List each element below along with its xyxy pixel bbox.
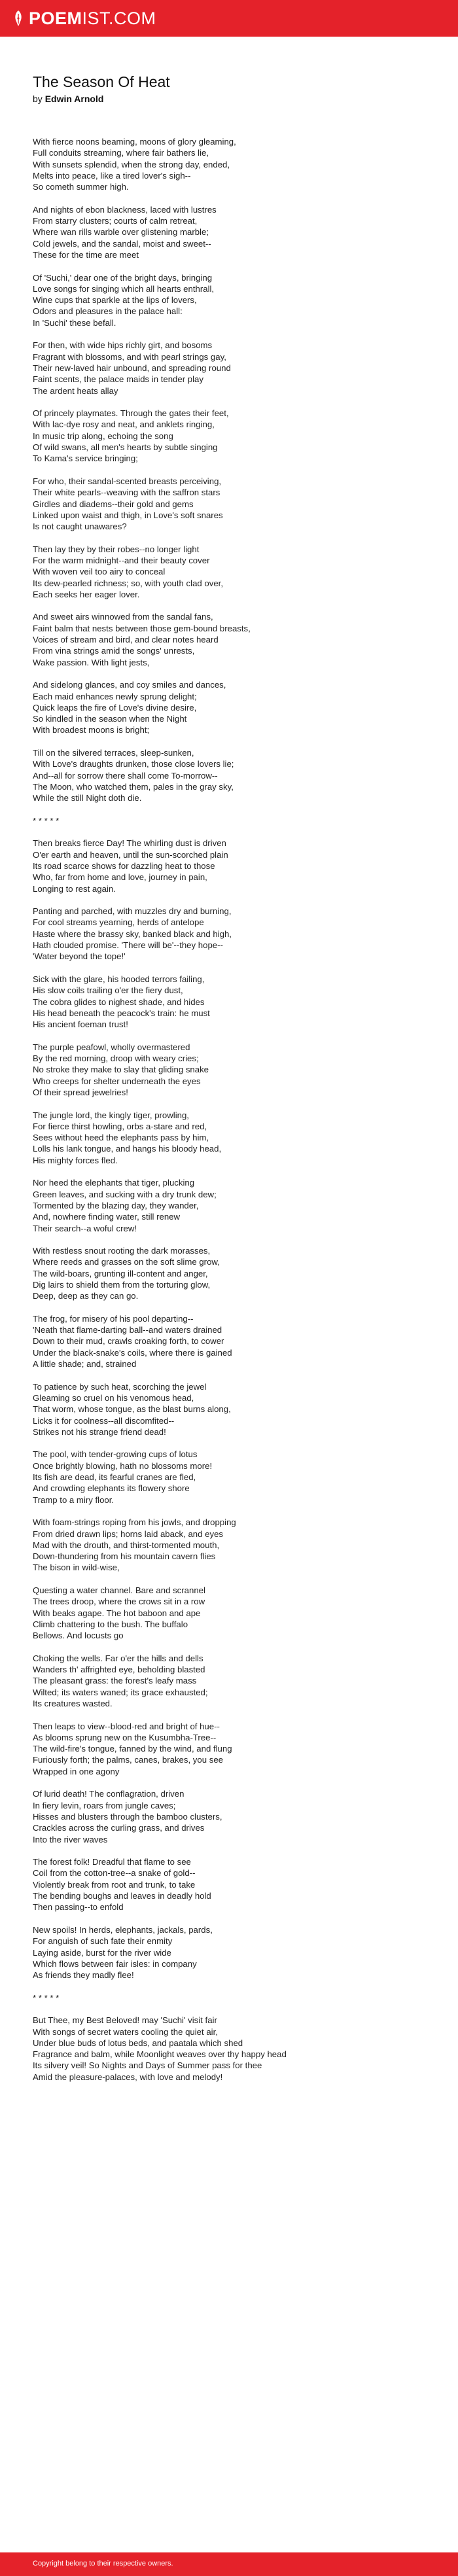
poem-line: Green leaves, and sucking with a dry trunk dew; (33, 1189, 217, 1199)
poem-line: And crowding elephants its flowery shore (33, 1483, 190, 1494)
poem-line: New spoils! In herds, elephants, jackals, pards, (33, 1924, 213, 1935)
poem-line: Linked upon waist and thigh, in Love's soft snares (33, 510, 223, 520)
poem-line: Panting and parched, with muzzles dry and burning, (33, 906, 232, 917)
poem-line: While the still Night doth die. (33, 793, 142, 803)
poem-line: Till on the silvered terraces, sleep-sunken, (33, 748, 194, 758)
copyright-text: Copyright belong to their respective owners. (33, 2560, 173, 2567)
poem-line: To Kama's service bringing; (33, 453, 138, 464)
poem-line: So cometh summer high. (33, 182, 129, 192)
poem-line: A little shade; and, strained (33, 1359, 137, 1369)
poem-line: Then passing--to enfold (33, 1902, 124, 1913)
poem-stanza (33, 1381, 425, 1438)
poem-line: Nor heed the elephants that tiger, plucking (33, 1178, 195, 1188)
poem-stanza (33, 747, 425, 803)
poem-line: Strikes not his strange friend dead! (33, 1426, 166, 1437)
logo-bold-text: POEM (29, 9, 82, 28)
poem-line: These for the time are meet (33, 249, 139, 260)
poem-line: Who, far from home and love, journey in pain, (33, 872, 207, 883)
poem-line: With lac-dye rosy and neat, and anklets ringing, (33, 419, 215, 430)
poem-line: The Moon, who watched them, pales in the gray sky, (33, 781, 234, 792)
poem-stanza (33, 679, 425, 735)
poem-line: Their white pearls--weaving with the saffron stars (33, 487, 220, 498)
poem-line: Longing to rest again. (33, 883, 116, 894)
poem-stanza (33, 838, 425, 894)
poem-stanza (33, 815, 425, 826)
footer-bar (0, 2552, 458, 2576)
poem-line: Of lurid death! The conflagration, driven (33, 1789, 185, 1799)
poem-line: For fierce thirst howling, orbs a-stare and red, (33, 1121, 207, 1131)
poem-line: Which flows between fair isles: in company (33, 1958, 197, 1969)
by-label: by (33, 94, 43, 104)
poem-line: Lolls his lank tongue, and hangs his bloody head, (33, 1144, 222, 1154)
poem-line: With broadest moons is bright; (33, 725, 150, 735)
poem-line: For cool streams yearning, herds of antelope (33, 917, 204, 928)
poem-line: And nights of ebon blackness, laced with lustres (33, 204, 217, 215)
poem-line: Into the river waves (33, 1834, 108, 1844)
poem-line: For the warm midnight--and their beauty cover (33, 555, 210, 565)
poem-line: His head beneath the peacock's train: he must (33, 1008, 210, 1018)
poem-line: Gleaming so cruel on his venomous head, (33, 1392, 194, 1403)
poem-line: Dig lairs to shield them from the torturing glow, (33, 1279, 211, 1290)
poem-line: Quick leaps the fire of Love's divine desire, (33, 702, 197, 713)
poem-line: Sees without heed the elephants pass by him, (33, 1133, 209, 1143)
poem-stanza (33, 906, 425, 962)
poem-line: To patience by such heat, scorching the jewel (33, 1381, 207, 1392)
poem-line: Crackles across the curling grass, and drives (33, 1823, 205, 1833)
poem-line: Bellows. And locusts go (33, 1631, 124, 1641)
poem-line: 'Water beyond the tope!' (33, 951, 126, 962)
poem-stanza (33, 340, 425, 396)
poem-stanza (33, 1653, 425, 1709)
poem-line: Melts into peace, like a tired lover's sigh-- (33, 170, 191, 181)
poem-line: The frog, for misery of his pool departing-- (33, 1313, 194, 1324)
poem-stanza (33, 1245, 425, 1301)
poem-line: Down-thundering from his mountain cavern flies (33, 1551, 216, 1562)
poem-stanza (33, 272, 425, 328)
poem-line: Their new-laved hair unbound, and spreading round (33, 362, 231, 373)
poem-line: Wake passion. With light jests, (33, 657, 150, 667)
poem-line: His slow coils trailing o'er the fiery dust, (33, 985, 183, 996)
poem-stanza (33, 408, 425, 464)
poem-line: * * * * * (33, 815, 60, 826)
poem-line: Violently break from root and trunk, to take (33, 1879, 196, 1890)
poem-stanza (33, 544, 425, 600)
logo-light-text: IST.COM (82, 9, 156, 28)
poem-stanza (33, 476, 425, 532)
poem-line: That worm, whose tongue, as the blast burns along, (33, 1404, 231, 1415)
poem-line: Tormented by the blazing day, they wander, (33, 1200, 199, 1210)
poem-line: Faint scents, the palace maids in tender play (33, 374, 203, 385)
poem-line: Amid the pleasure-palaces, with love and melody! (33, 2072, 223, 2082)
poem-line: Deep, deep as they can go. (33, 1291, 139, 1301)
poem-line: And, nowhere finding water, still renew (33, 1212, 181, 1222)
poem-line: With foam-strings roping from his jowls, and dropping (33, 1517, 236, 1528)
poem-line: As friends they madly flee! (33, 1970, 134, 1981)
poem-stanza (33, 1788, 425, 1844)
poem-line: The pool, with tender-growing cups of lotus (33, 1449, 198, 1460)
poem-line: From dried drawn lips; horns laid aback, and eyes (33, 1528, 224, 1539)
poem-line: Love songs for singing which all hearts enthrall, (33, 283, 215, 294)
poem-line: Hath clouded promise. 'There will be'--they hope-- (33, 940, 223, 951)
poem-line: Wine cups that sparkle at the lips of lovers, (33, 295, 197, 306)
poem-line: His ancient foeman trust! (33, 1019, 128, 1030)
poem-stanza (33, 1517, 425, 1573)
poem-line: Faint balm that nests between those gem-bound breasts, (33, 623, 251, 633)
poem-stanza (33, 1110, 425, 1166)
poem-line: With restless snout rooting the dark morasses, (33, 1246, 211, 1256)
poem-line: Wrapped in one agony (33, 1766, 120, 1776)
poem-byline (33, 92, 425, 105)
poem-line: With sunsets splendid, when the strong day, ended, (33, 159, 230, 169)
poem-line: 'Neath that flame-darting ball--and waters drained (33, 1325, 222, 1335)
poem-line: And--all for sorrow there shall come To-morrow-- (33, 770, 218, 781)
poem-line: Voices of stream and bird, and clear notes heard (33, 635, 219, 645)
poem-line: For then, with wide hips richly girt, and bosoms (33, 340, 213, 351)
poem-line: Its road scarce shows for dazzling heat to those (33, 861, 215, 871)
poem-line: Choking the wells. Far o'er the hills and dells (33, 1653, 203, 1663)
poem-line: Fragrant with blossoms, and with pearl strings gay, (33, 351, 226, 362)
poem-stanza (33, 1449, 425, 1505)
poem-line: And sidelong glances, and coy smiles and dances, (33, 680, 226, 690)
poem-stanza (33, 1924, 425, 1981)
poem-line: From starry clusters; courts of calm retreat, (33, 216, 198, 226)
author-link[interactable]: Edwin Arnold (44, 94, 104, 104)
poem-line: His mighty forces fled. (33, 1155, 118, 1165)
poem-line: O'er earth and heaven, until the sun-scorched plain (33, 849, 228, 860)
poem-line: In 'Suchi' these befall. (33, 317, 116, 328)
poem-line: Of princely playmates. Through the gates their feet, (33, 408, 229, 419)
poem-line: Girdles and diadems--their gold and gems (33, 499, 194, 509)
site-logo[interactable] (13, 0, 156, 37)
poem-line: Its fish are dead, its fearful cranes are fled, (33, 1472, 196, 1483)
feather-pen-icon (13, 10, 24, 27)
poem-line: Under blue buds of lotus beds, and paatala which shed (33, 2038, 243, 2048)
poem-line: Then breaks fierce Day! The whirling dust is driven (33, 838, 226, 849)
poem-line: Where reeds and grasses on the soft slime grow, (33, 1257, 220, 1267)
poem-line: Cold jewels, and the sandal, moist and sweet-- (33, 238, 211, 249)
poem-line: The cobra glides to nighest shade, and hides (33, 997, 205, 1007)
poem-stanza (33, 611, 425, 667)
poem-line: Wanders th' affrighted eye, beholding blasted (33, 1665, 205, 1675)
poem-line: Where wan rills warble over glistening marble; (33, 227, 209, 238)
poem-line: By the red morning, droop with weary cries; (33, 1053, 199, 1064)
poem-line: Licks it for coolness--all discomfited-- (33, 1415, 175, 1426)
poem-line: With woven veil too airy to conceal (33, 567, 166, 577)
poem-line: Its dew-pearled richness; so, with youth clad over, (33, 578, 224, 588)
poem-line: The trees droop, where the crows sit in a row (33, 1597, 205, 1607)
poem-stanza (33, 204, 425, 260)
poem-title: The Season Of Heat (33, 73, 170, 90)
poem-line: Of 'Suchi,' dear one of the bright days, bringing (33, 272, 213, 283)
poem-line: Its creatures wasted. (33, 1698, 113, 1708)
poem-content (33, 72, 425, 2094)
poem-stanza (33, 1585, 425, 1641)
poem-line: So kindled in the season when the Night (33, 714, 187, 724)
poem-stanza (33, 1177, 425, 1233)
poem-stanza (33, 1042, 425, 1098)
poem-line: Down to their mud, crawls croaking forth, to cower (33, 1336, 224, 1347)
poem-line: In music trip along, echoing the song (33, 431, 173, 441)
poem-line: Fragrance and balm, while Moonlight weaves over thy happy head (33, 2049, 287, 2060)
poem-line: The forest folk! Dreadful that flame to see (33, 1857, 191, 1867)
poem-line: Of wild swans, all men's hearts by subtle singing (33, 442, 218, 453)
poem-body (33, 136, 425, 2083)
poem-line: * * * * * (33, 1992, 60, 2003)
poem-line: Climb chattering to the bush. The buffalo (33, 1619, 188, 1629)
poem-line: Hisses and blusters through the bamboo clusters, (33, 1811, 222, 1822)
poem-line: Sick with the glare, his hooded terrors failing, (33, 974, 205, 984)
poem-line: The ardent heats allay (33, 385, 118, 396)
poem-line: Haste where the brassy sky, banked black and high, (33, 928, 232, 939)
poem-line: Who creeps for shelter underneath the eyes (33, 1076, 201, 1086)
poem-stanza (33, 136, 425, 192)
poem-line: Its silvery veil! So Nights and Days of Summer pass for thee (33, 2060, 262, 2071)
poem-line: For who, their sandal-scented breasts perceiving, (33, 476, 222, 486)
top-bar (0, 0, 458, 37)
poem-line: Laying aside, burst for the river wide (33, 1947, 171, 1958)
poem-stanza (33, 1313, 425, 1369)
poem-line: In fiery levin, roars from jungle caves; (33, 1800, 176, 1810)
poem-line: Then leaps to view--blood-red and bright of hue-- (33, 1721, 220, 1731)
poem-line: The wild-fire's tongue, fanned by the wind, and flung (33, 1744, 232, 1754)
poem-stanza (33, 1721, 425, 1777)
poem-line: The pleasant grass: the forest's leafy mass (33, 1676, 197, 1686)
poem-line: Once brightly blowing, hath no blossoms more! (33, 1460, 213, 1471)
poem-line: And sweet airs winnowed from the sandal fans, (33, 612, 213, 622)
poem-line: Then lay they by their robes--no longer light (33, 544, 200, 554)
poem-line: With Love's draughts drunken, those close lovers lie; (33, 759, 234, 769)
poem-line: Is not caught unawares? (33, 521, 127, 532)
poem-line: The bison in wild-wise, (33, 1562, 120, 1573)
poem-line: Full conduits streaming, where fair bathers lie, (33, 148, 209, 158)
poem-line: The bending boughs and leaves in deadly hold (33, 1891, 211, 1901)
poem-line: Odors and pleasures in the palace hall: (33, 306, 183, 317)
site-logo-text (29, 0, 156, 37)
poem-line: The wild-boars, grunting ill-content and anger, (33, 1268, 208, 1279)
poem-line: Mad with the drouth, and thirst-tormented mouth, (33, 1540, 220, 1550)
poem-line: With fierce noons beaming, moons of glory gleaming, (33, 137, 236, 147)
poem-line: Their search--a woful crew! (33, 1223, 137, 1233)
poem-line: For anguish of such fate their enmity (33, 1936, 173, 1947)
poem-line: With beaks agape. The hot baboon and ape (33, 1608, 201, 1618)
poem-stanza (33, 2015, 425, 2083)
poem-line: Each seeks her eager lover. (33, 589, 140, 599)
poem-line: But Thee, my Best Beloved! may 'Suchi' visit fair (33, 2015, 217, 2026)
poem-line: The purple peafowl, wholly overmastered (33, 1042, 190, 1052)
poem-line: Furiously forth; the palms, canes, brakes, you see (33, 1755, 223, 1765)
poem-line: As blooms sprung new on the Kusumbha-Tree-- (33, 1732, 217, 1742)
poem-line: Wilted; its waters waned; its grace exhausted; (33, 1687, 208, 1697)
poem-line: Of their spread jewelries! (33, 1087, 128, 1097)
poem-line: Tramp to a miry floor. (33, 1494, 114, 1505)
poem-line: Each maid enhances newly sprung delight; (33, 691, 197, 701)
poem-stanza (33, 1856, 425, 1913)
poem-line: From vina strings amid the songs' unrests, (33, 646, 195, 656)
poem-line: Questing a water channel. Bare and scrannel (33, 1585, 205, 1595)
poem-line: Under the black-snake's coils, where there is gained (33, 1347, 232, 1358)
poem-line: Coil from the cotton-tree--a snake of gold-- (33, 1868, 196, 1879)
poem-line: With songs of secret waters cooling the quiet air, (33, 2026, 218, 2037)
poem-stanza (33, 1992, 425, 2003)
poem-line: The jungle lord, the kingly tiger, prowling, (33, 1110, 189, 1120)
poem-stanza (33, 974, 425, 1030)
poem-line: No stroke they make to slay that gliding snake (33, 1065, 209, 1075)
